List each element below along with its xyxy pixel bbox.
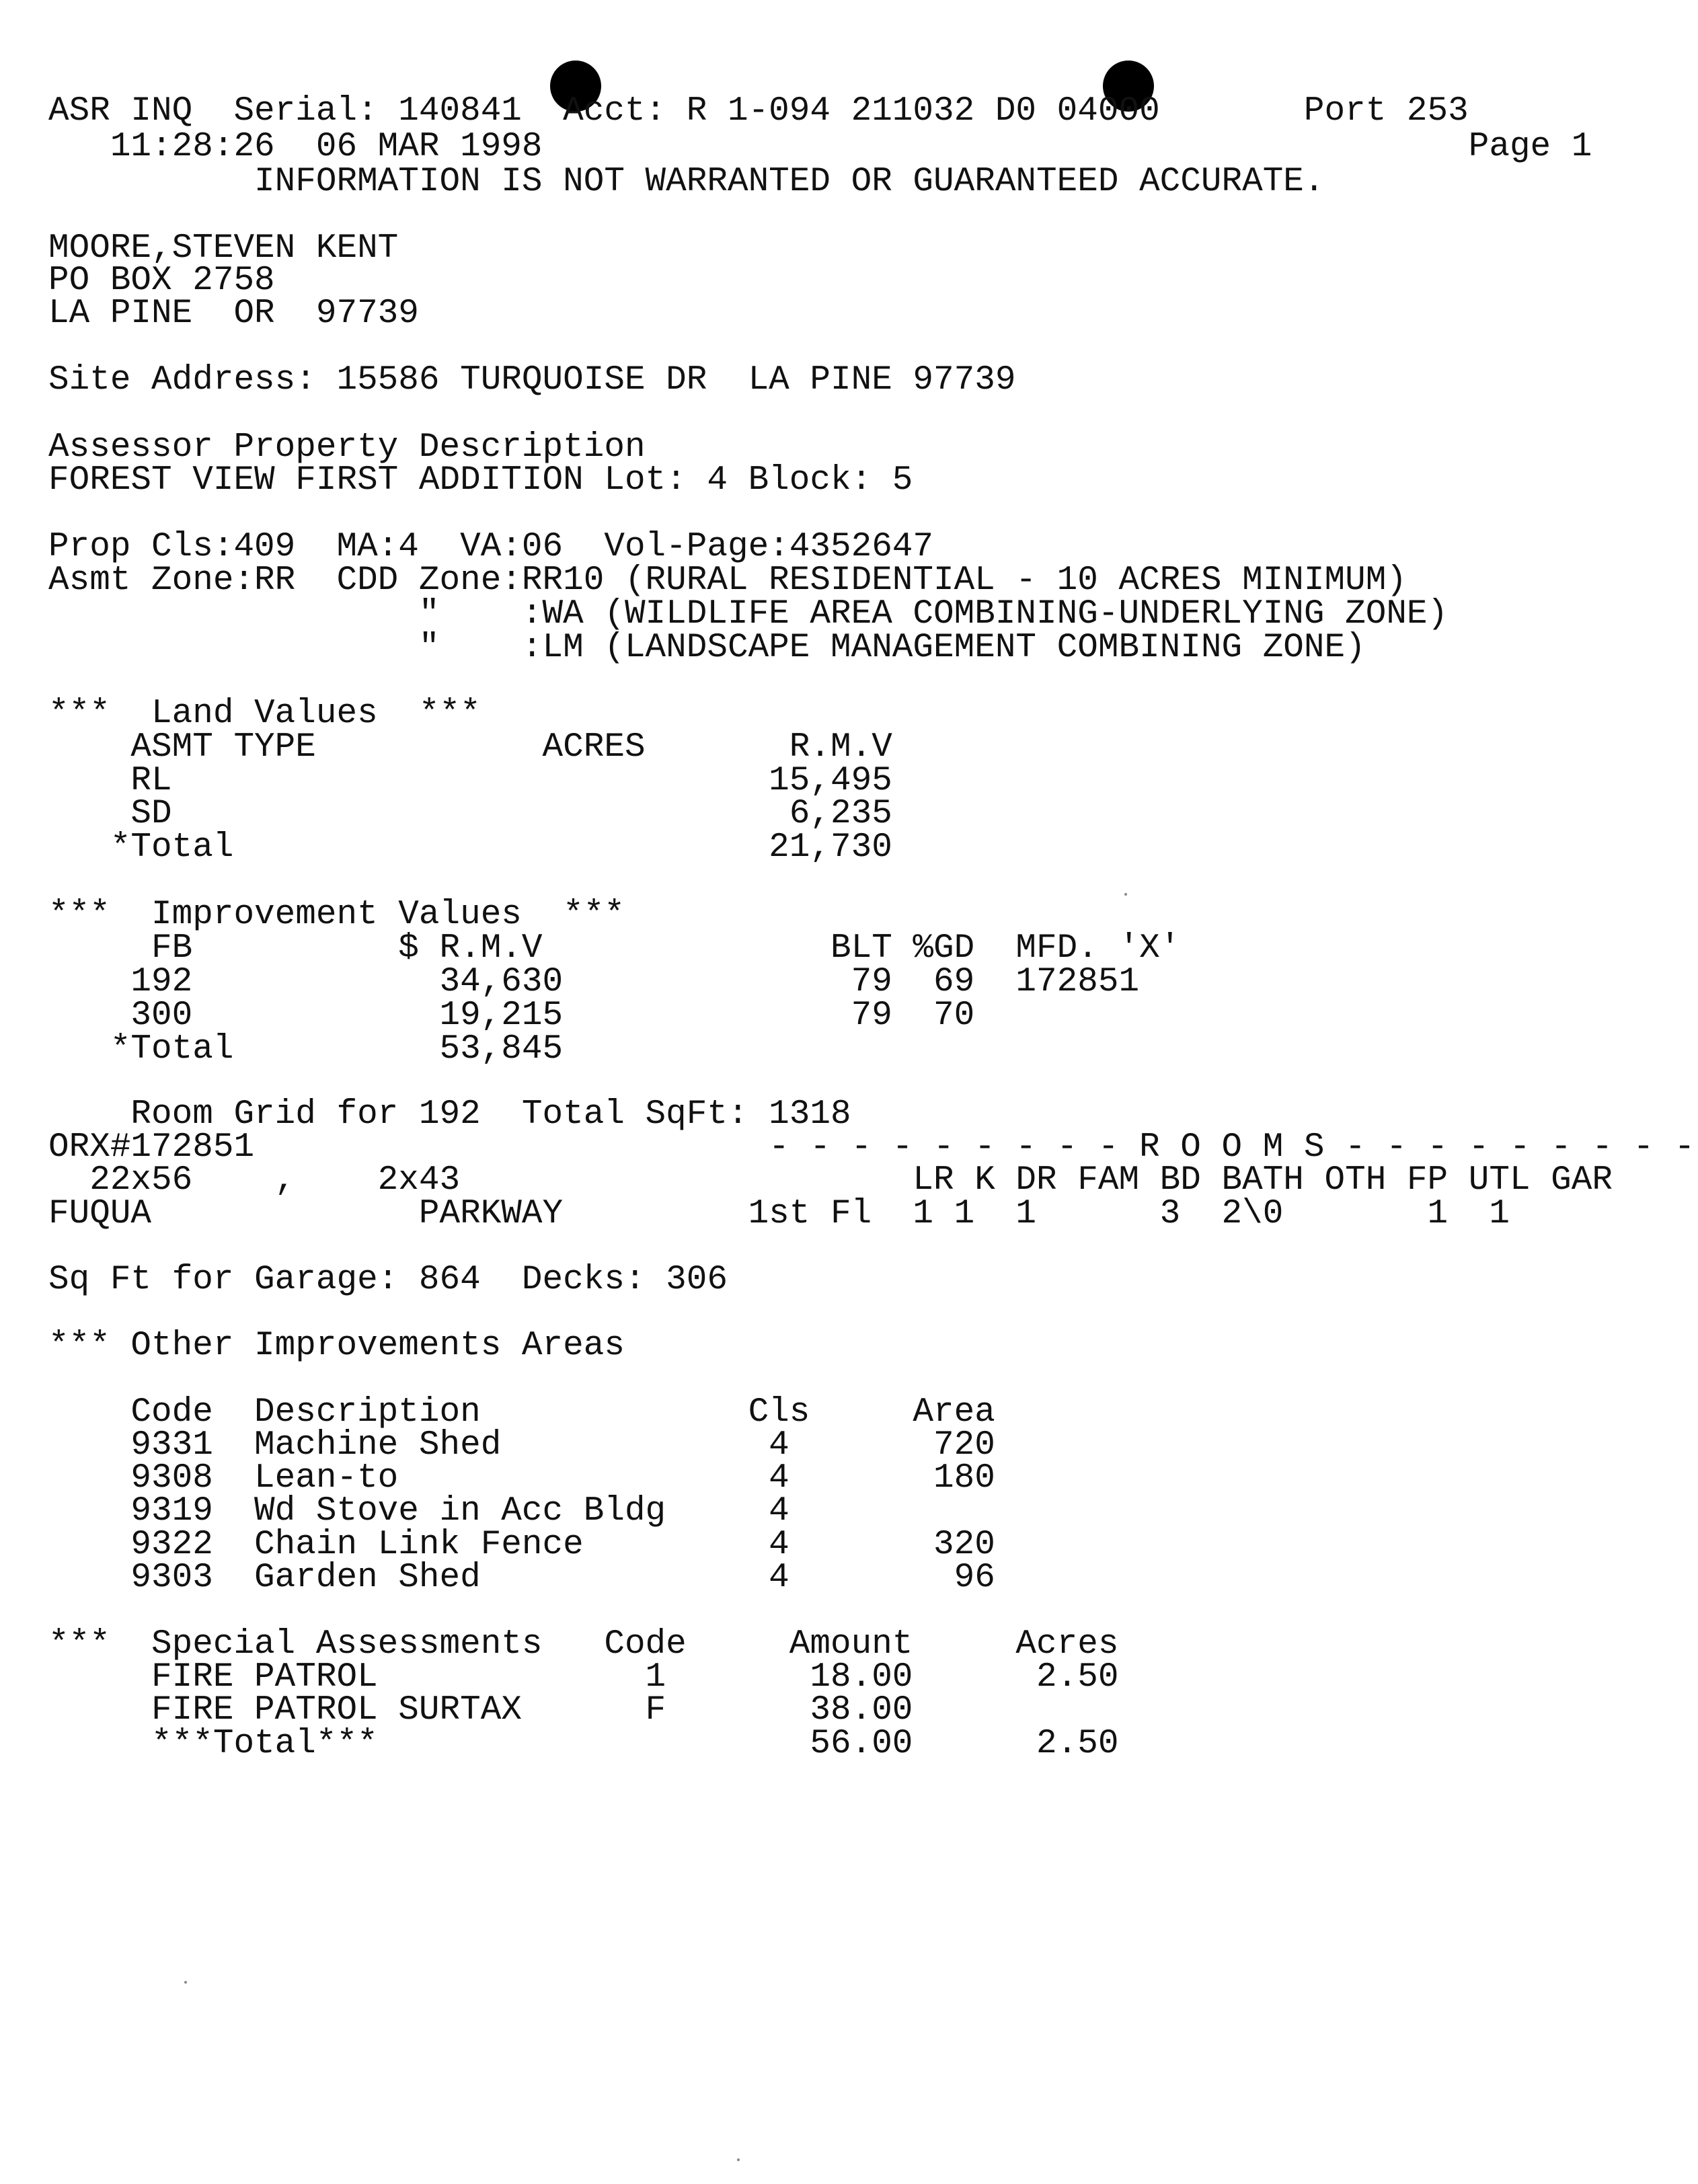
- doc-line: FOREST VIEW FIRST ADDITION Lot: 4 Block: 5: [48, 461, 913, 500]
- doc-line: *** Land Values ***: [48, 695, 481, 733]
- doc-line: " :WA (WILDLIFE AREA COMBINING-UNDERLYING ZONE): [48, 595, 1449, 633]
- scan-speck: [737, 2158, 740, 2161]
- doc-line: 9308 Lean-to 4 180: [48, 1459, 995, 1497]
- doc-line: ASMT TYPE ACRES R.M.V: [48, 728, 892, 767]
- doc-line: 9331 Machine Shed 4 720: [48, 1426, 995, 1465]
- doc-line: SD 6,235: [48, 795, 892, 833]
- doc-line: 9303 Garden Shed 4 96: [48, 1559, 995, 1597]
- doc-line: FIRE PATROL 1 18.00 2.50: [48, 1658, 1119, 1696]
- doc-line: " :LM (LANDSCAPE MANAGEMENT COMBINING ZONE): [48, 629, 1366, 667]
- doc-line: *Total 53,845: [48, 1030, 564, 1068]
- doc-line: RL 15,495: [48, 762, 892, 800]
- doc-line: 9322 Chain Link Fence 4 320: [48, 1526, 995, 1564]
- doc-line: LA PINE OR 97739: [48, 295, 419, 333]
- doc-line: INFORMATION IS NOT WARRANTED OR GUARANTEED ACCURATE.: [48, 163, 1325, 201]
- doc-line: PO BOX 2758: [48, 262, 275, 300]
- doc-line: 11:28:26 06 MAR 1998 Page 1: [48, 128, 1592, 166]
- doc-line: FB $ R.M.V BLT %GD MFD. 'X': [48, 929, 1181, 968]
- doc-line: *Total 21,730: [48, 828, 892, 867]
- doc-line: 9319 Wd Stove in Acc Bldg 4: [48, 1492, 789, 1530]
- doc-line: *** Special Assessments Code Amount Acres: [48, 1625, 1119, 1664]
- doc-line: MOORE,STEVEN KENT: [48, 229, 399, 268]
- doc-line: Room Grid for 192 Total SqFt: 1318: [48, 1095, 851, 1134]
- scan-speck: [1124, 893, 1127, 896]
- doc-line: Sq Ft for Garage: 864 Decks: 306: [48, 1261, 728, 1299]
- doc-line: 192 34,630 79 69 172851: [48, 963, 1140, 1001]
- doc-line: Assessor Property Description: [48, 428, 646, 467]
- doc-line: *** Improvement Values ***: [48, 896, 625, 934]
- doc-line: FIRE PATROL SURTAX F 38.00: [48, 1691, 913, 1729]
- doc-line: Prop Cls:409 MA:4 VA:06 Vol-Page:4352647: [48, 528, 934, 566]
- doc-line: 300 19,215 79 70: [48, 997, 975, 1035]
- scan-speck: [184, 1981, 187, 1984]
- doc-line: Code Description Cls Area: [48, 1393, 995, 1432]
- doc-line: ORX#172851 - - - - - - - - - R O O M S - - - - - - - - -: [48, 1128, 1695, 1167]
- doc-line: Asmt Zone:RR CDD Zone:RR10 (RURAL RESIDENTIAL - 10 ACRES MINIMUM): [48, 561, 1407, 600]
- doc-line: FUQUA PARKWAY 1st Fl 1 1 1 3 2\0 1 1: [48, 1195, 1510, 1233]
- doc-line: ***Total*** 56.00 2.50: [48, 1725, 1119, 1763]
- doc-line: *** Other Improvements Areas: [48, 1327, 625, 1365]
- doc-line: ASR INQ Serial: 140841 Acct: R 1-094 211032 D0 04000 Port 253: [48, 92, 1469, 130]
- doc-line: 22x56 , 2x43 LR K DR FAM BD BATH OTH FP UTL GAR: [48, 1161, 1613, 1200]
- doc-line: Site Address: 15586 TURQUOISE DR LA PINE 97739: [48, 361, 1016, 399]
